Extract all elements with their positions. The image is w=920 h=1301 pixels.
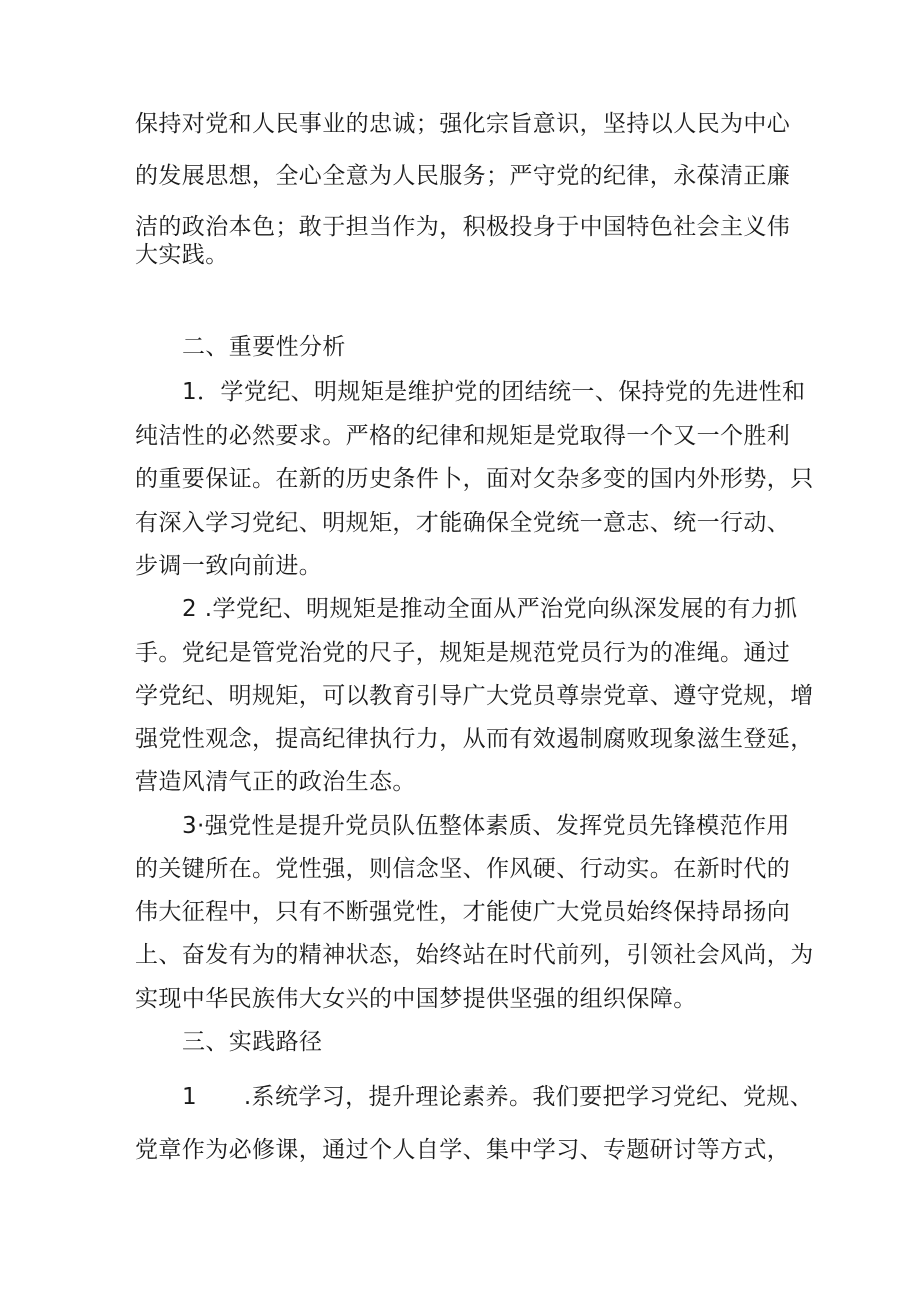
section-heading: 三、实践路径 bbox=[182, 1029, 323, 1055]
text-line: 纯洁性的必然要求。严格的纪律和规矩是党取得一个又一个胜利 bbox=[135, 423, 791, 449]
text-line: 学党纪、明规矩，可以教育引导广大党员尊崇党章、遵守党规，增 bbox=[135, 683, 814, 709]
text-line: 营造风清气正的政治生态。 bbox=[135, 769, 416, 795]
text-line: 有深入学习党纪、明规矩，才能确保全党统一意志、统一行动、 bbox=[135, 510, 791, 536]
section-heading: 二、重要性分析 bbox=[182, 334, 346, 360]
text-line: 的关键所在。党性强，则信念坚、作风硬、行动实。在新时代的 bbox=[135, 856, 791, 882]
text-line: 伟大征程中，只有不断强党性，才能使广大党员始终保持昂扬向 bbox=[135, 899, 791, 925]
text-line: 的重要保证。在新的历史条件卜，面对攵杂多变的国内外形势，只 bbox=[135, 466, 814, 492]
text-line: 1 .系统学习，提升理论素养。我们要把学习党纪、党规、 bbox=[182, 1084, 814, 1110]
text-line: 强党性观念，提高纪律执行力，从而有效遏制腐败现象滋生登延， bbox=[135, 726, 814, 752]
text-line: 手。党纪是管党治党的尺子，规矩是规范党员行为的准绳。通过 bbox=[135, 640, 791, 666]
text-line: 步调一致向前进。 bbox=[135, 553, 323, 579]
text-line: 上、奋发有为的精神状态，始终站在时代前列，引领社会风尚，为 bbox=[135, 942, 814, 968]
text-line: 2 .学党纪、明规矩是推动全面从严治党向纵深发展的有力抓 bbox=[182, 596, 798, 622]
text-line: 党章作为必修课，通过个人自学、集中学习、专题研讨等方式， bbox=[135, 1137, 791, 1163]
text-line: 的发展思想，全心全意为人民服务；严守党的纪律，永葆清正廉 bbox=[135, 163, 791, 189]
text-line: 1．学党纪、明规矩是维护党的团结统一、保持党的先进性和 bbox=[182, 379, 806, 405]
text-line: 洁的政治本色；敢于担当作为，积极投身于中国特色社会主义伟 bbox=[135, 214, 791, 240]
text-line: 大实践。 bbox=[135, 242, 229, 268]
text-line: 3·强党性是提升党员队伍整体素质、发挥党员先锋模范作用 bbox=[182, 813, 790, 839]
text-line: 保持对党和人民事业的忠诚；强化宗旨意识，坚持以人民为中心 bbox=[135, 111, 791, 137]
text-line: 实现中华民族伟大女兴的中国梦提供坚强的组织保障。 bbox=[135, 986, 697, 1012]
